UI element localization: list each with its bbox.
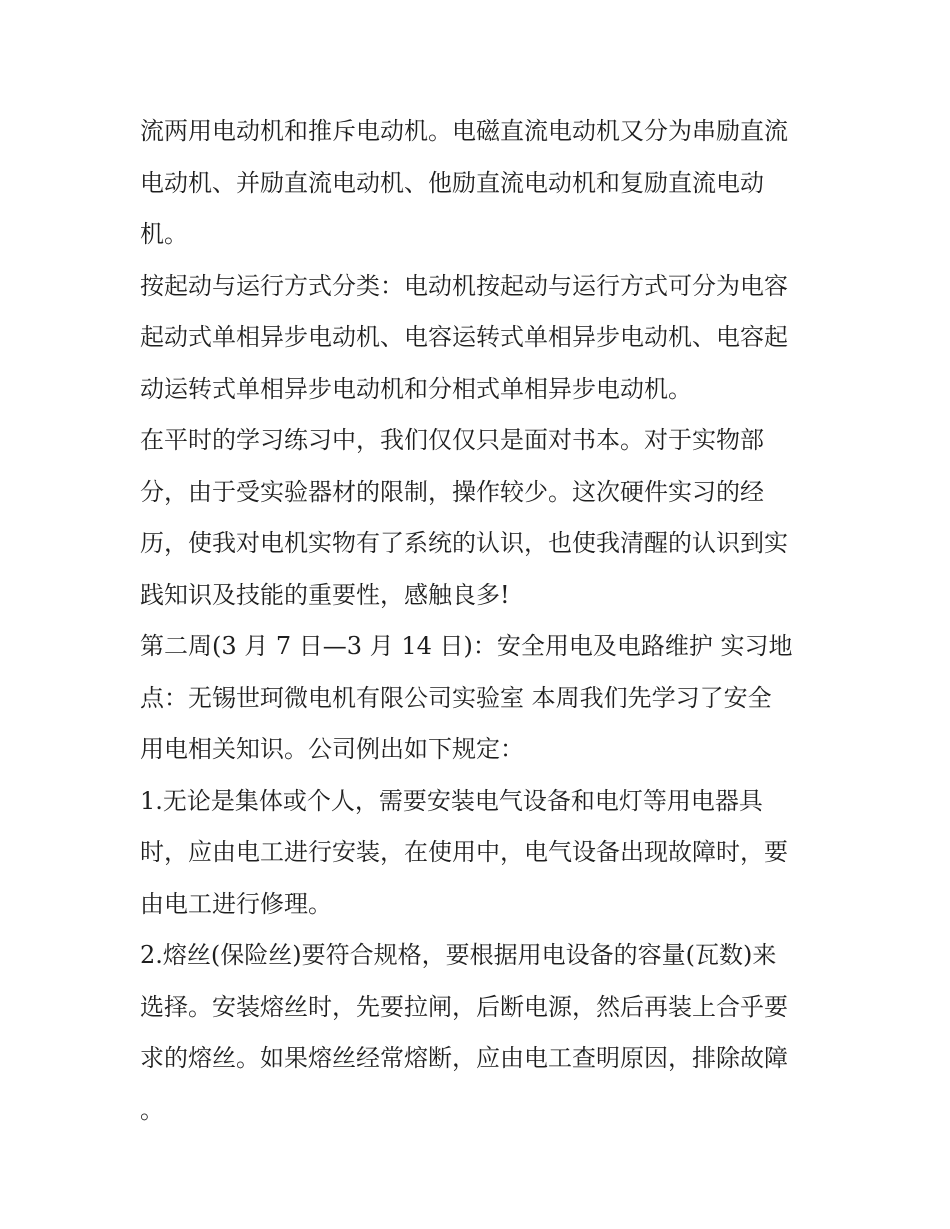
text-line: 点：无锡世珂微电机有限公司实验室 本周我们先学习了安全 (140, 683, 772, 712)
text-line: 分，由于受实验器材的限制，操作较少。这次硬件实习的经 (140, 477, 764, 506)
text-line: 动运转式单相异步电动机和分相式单相异步电动机。 (140, 374, 692, 403)
text-line: 机。 (140, 220, 188, 248)
text-line: 用电相关知识。公司例出如下规定： (140, 735, 524, 763)
text-line: 电动机、并励直流电动机、他励直流电动机和复励直流电动 (140, 168, 764, 197)
document-body (140, 106, 820, 1136)
text-line: 按起动与运行方式分类：电动机按起动与运行方式可分为电容 (140, 271, 788, 300)
text-line: 历，使我对电机实物有了系统的认识，也使我清醒的认识到实 (140, 529, 788, 557)
text-line: 时，应由电工进行安装，在使用中，电气设备出现故障时，要 (140, 838, 788, 866)
text-line: 践知识及技能的重要性，感触良多! (140, 580, 510, 609)
text-line: 在平时的学习练习中，我们仅仅只是面对书本。对于实物部 (140, 426, 764, 454)
text-line: 求的熔丝。如果熔丝经常熔断，应由电工查明原因，排除故障 (140, 1044, 788, 1072)
text-line: 起动式单相异步电动机、电容运转式单相异步电动机、电容起 (140, 323, 788, 351)
text-line: 由电工进行修理。 (140, 889, 332, 918)
text-line: 1.无论是集体或个人，需要安装电气设备和电灯等用电器具 (140, 786, 763, 815)
text-line: 第二周(3 月 7 日—3 月 14 日)：安全用电及电路维护 实习地 (140, 632, 793, 660)
text-line: 流两用电动机和推斥电动机。电磁直流电动机又分为串励直流 (140, 117, 788, 145)
text-line: 选择。安装熔丝时，先要拉闸，后断电源，然后再装上合乎要 (140, 992, 788, 1021)
text-line: 2.熔丝(保险丝)要符合规格，要根据用电设备的容量(瓦数)来 (140, 941, 777, 969)
text-line: 。 (140, 1095, 164, 1124)
